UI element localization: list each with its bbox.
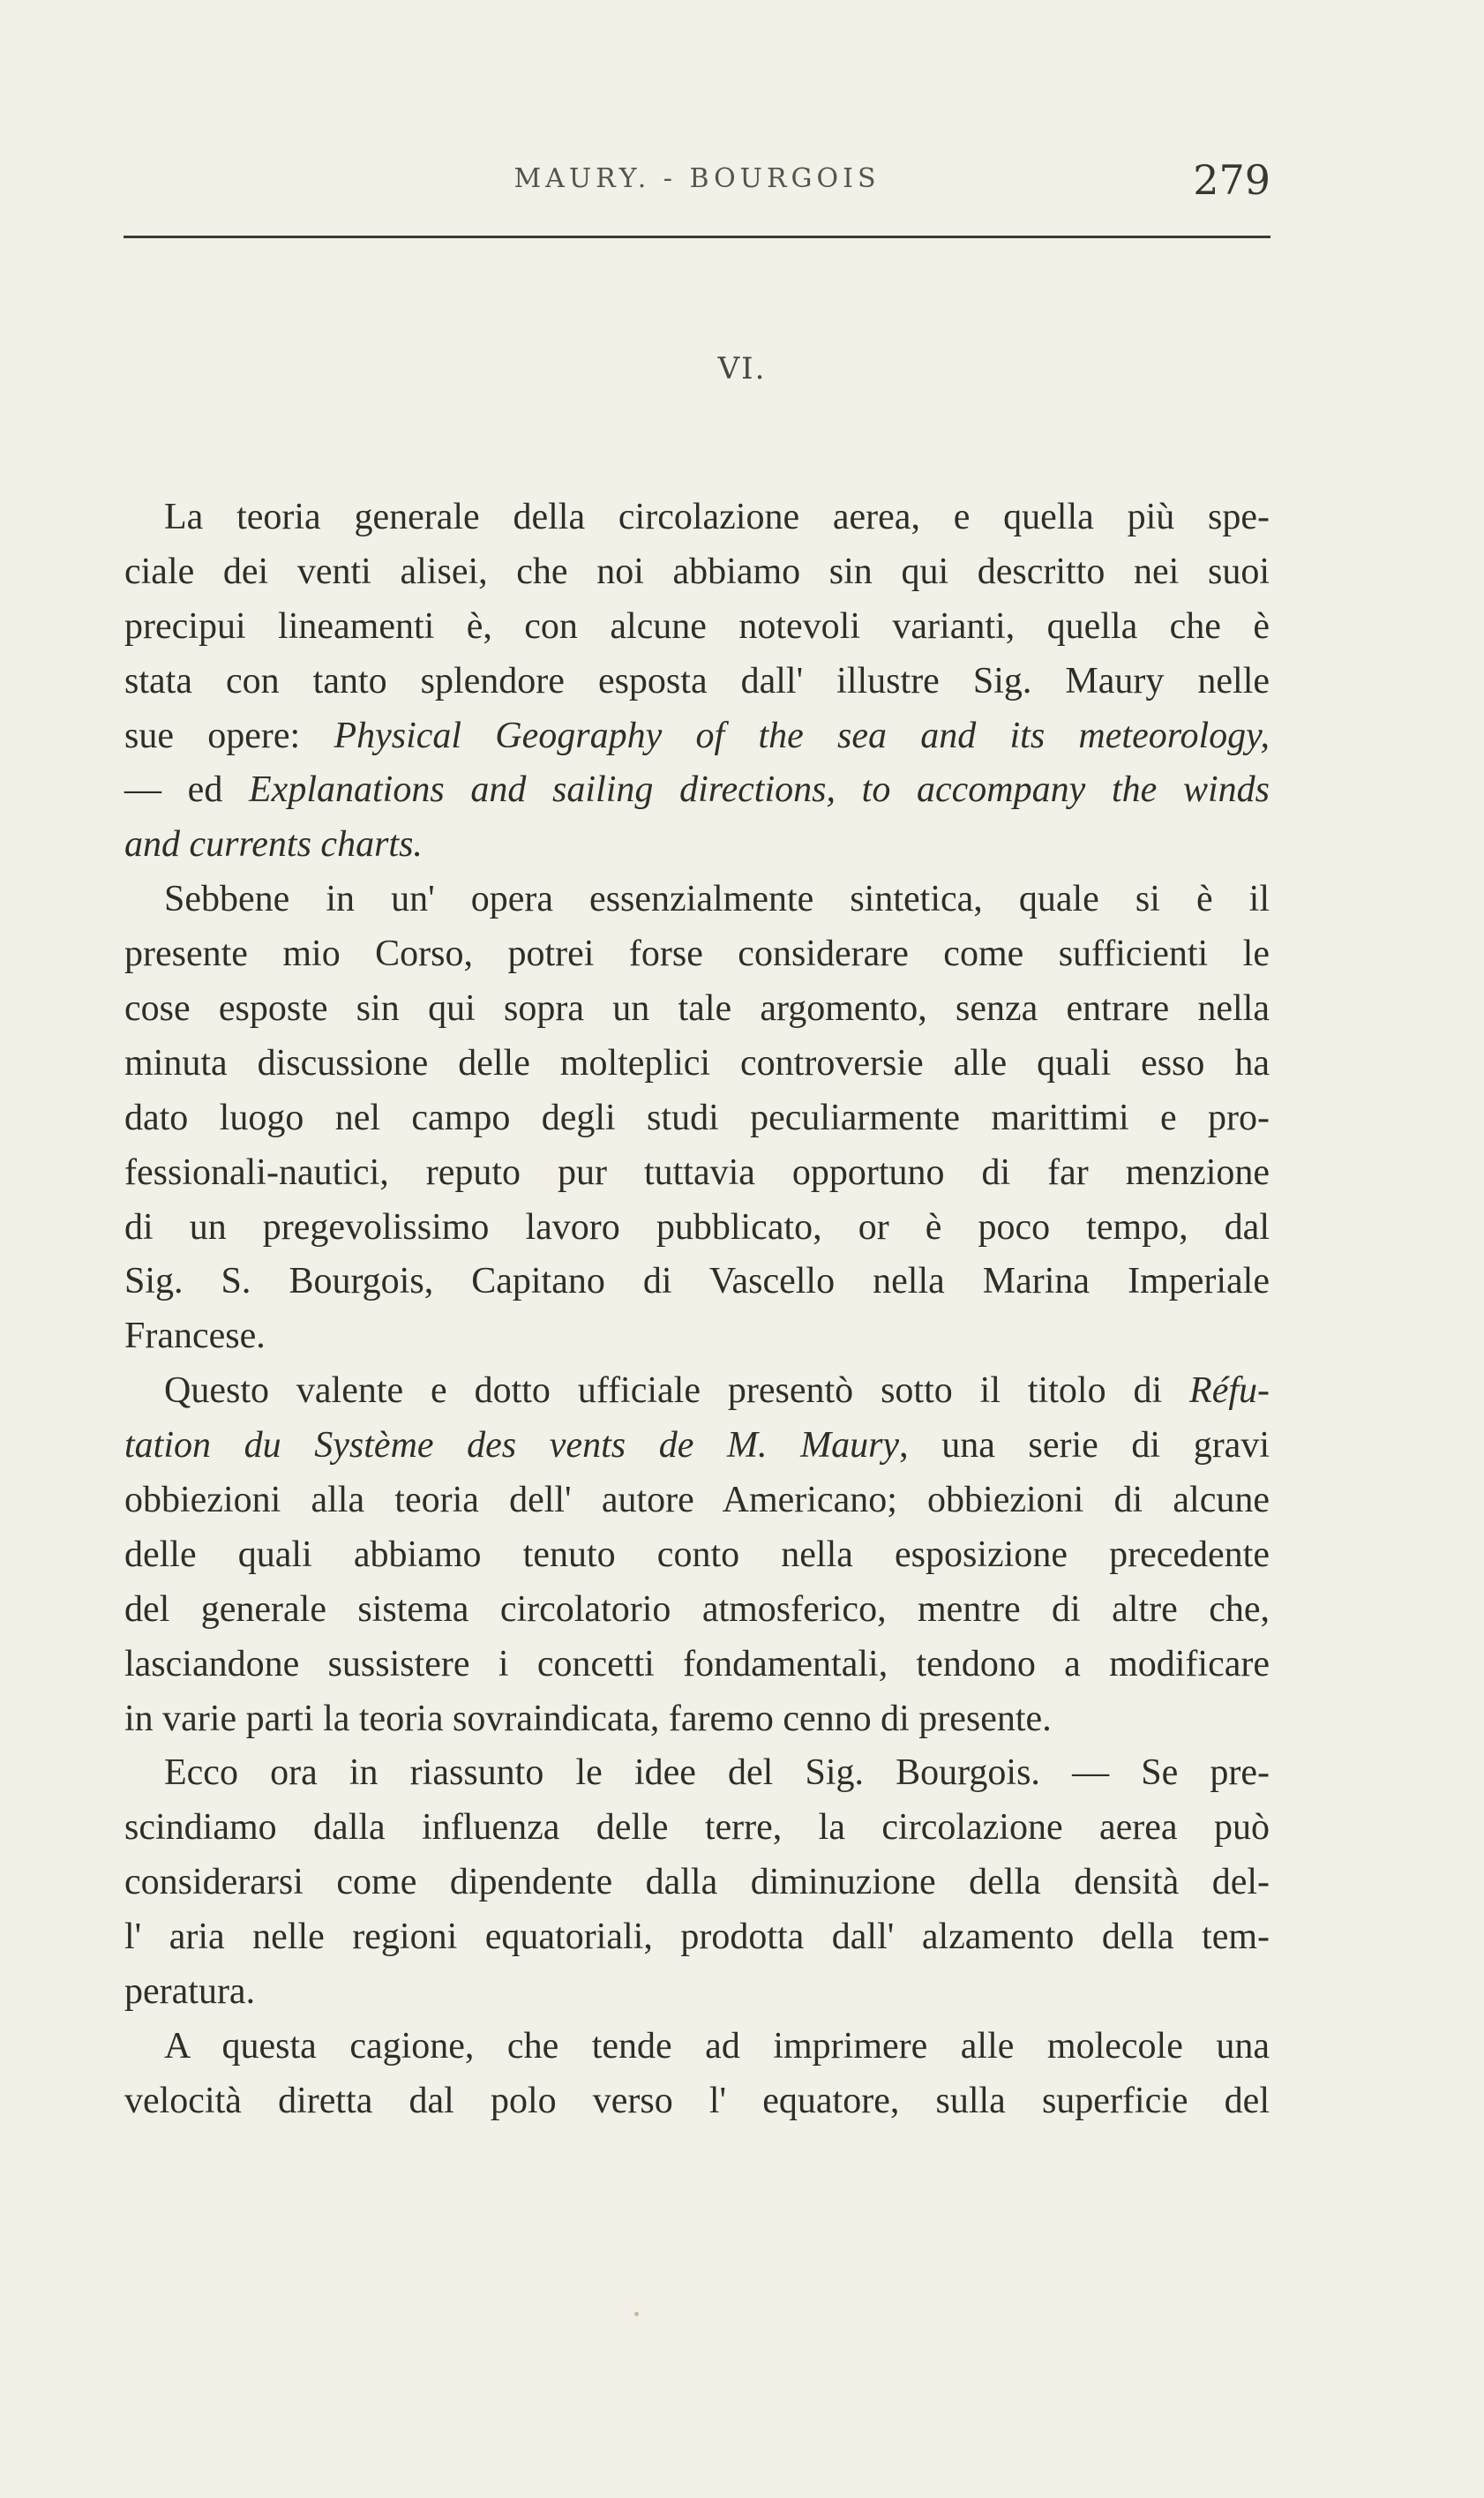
text-line: considerarsi come dipendente dalla diminuzione della densità del-	[124, 1862, 1270, 1903]
text-line: fessionali-nautici, reputo pur tuttavia opportuno di far menzione	[124, 1151, 1270, 1193]
text-line: obbiezioni alla teoria dell' autore Americano; obbiezioni di alcune	[124, 1480, 1270, 1521]
book-title: and currents charts.	[124, 824, 423, 866]
header-rule	[124, 236, 1270, 238]
text-line: Sig. S. Bourgois, Capitano di Vascello nella Marina Imperiale	[124, 1261, 1270, 1302]
running-head: MAURY. - BOURGOIS	[513, 163, 881, 194]
text-line: Francese.	[124, 1316, 266, 1357]
text-line: La teoria generale della circolazione aerea, e quella più spe-	[164, 497, 1270, 537]
page-header	[124, 156, 1270, 216]
text-line: A questa cagione, che tende ad imprimere alle molecole una	[164, 2025, 1270, 2067]
text-line: di un pregevolissimo lavoro pubblicato, or è poco tempo, dal	[124, 1206, 1270, 1248]
text-line: precipui lineamenti è, con alcune notevoli varianti, quella che è	[124, 605, 1270, 647]
body-text	[124, 491, 1270, 2129]
section-number: VI.	[717, 351, 767, 386]
work-title: Réfu-	[1189, 1370, 1270, 1412]
text-line: peratura.	[124, 1971, 256, 2013]
text-line: in varie parti la teoria sovraindicata, faremo cenno di presente.	[124, 1698, 1052, 1739]
text-line: ciale dei venti alisei, che noi abbiamo sin qui descritto nei suoi	[124, 551, 1270, 592]
text-line: Ecco ora in riassunto le idee del Sig. Bourgois. — Se pre-	[164, 1752, 1270, 1794]
text-line: sue opere: Physical Geography of the sea and its meteorology,	[124, 715, 1270, 756]
text-line: Sebbene in un' opera essenzialmente sintetica, quale si è il	[164, 879, 1270, 920]
text-line: — ed Explanations and sailing directions, to accompany the winds	[124, 769, 1270, 811]
text-line: minuta discussione delle molteplici controversie alle quali esso ha	[124, 1042, 1270, 1084]
paper-speck	[634, 2312, 639, 2316]
text-line: presente mio Corso, potrei forse considerare come sufficienti le	[124, 934, 1270, 975]
text-line: scindiamo dalla influenza delle terre, la circolazione aerea può	[124, 1807, 1270, 1849]
text-line: stata con tanto splendore esposta dall' illustre Sig. Maury nelle	[124, 660, 1270, 701]
text-line: cose esposte sin qui sopra un tale argomento, senza entrare nella	[124, 988, 1270, 1030]
text-line	[124, 818, 1270, 873]
text-line: dato luogo nel campo degli studi peculiarmente marittimi e pro-	[124, 1097, 1270, 1138]
text-line: tation du Système des vents de M. Maury, una serie di gravi	[124, 1425, 1270, 1467]
book-title: Explanations and sailing directions, to accompany the winds	[249, 769, 1270, 811]
page-number: 279	[1193, 156, 1270, 204]
work-title: tation du Système des vents de M. Maury	[124, 1425, 900, 1467]
text-line: del generale sistema circolatorio atmosferico, mentre di altre che,	[124, 1588, 1270, 1630]
text-line: delle quali abbiamo tenuto conto nella esposizione precedente	[124, 1534, 1270, 1575]
text-line: l' aria nelle regioni equatoriali, prodotta dall' alzamento della tem-	[124, 1917, 1270, 1958]
text-line: Questo valente e dotto ufficiale presentò sotto il titolo di Réfu-	[164, 1370, 1270, 1412]
text-line: lasciandone sussistere i concetti fondamentali, tendono a modificare	[124, 1643, 1270, 1684]
book-title: Physical Geography of the sea and its meteorology,	[334, 715, 1270, 756]
text-line: velocità diretta dal polo verso l' equatore, sulla superficie del	[124, 2080, 1270, 2121]
